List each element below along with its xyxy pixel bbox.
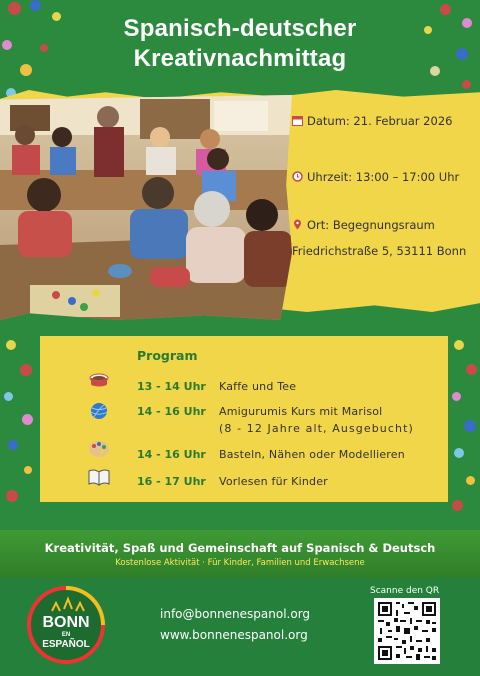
program-time: 14 - 16 Uhr [137,405,206,418]
contact-website[interactable]: www.bonnenespanol.org [160,628,308,642]
event-photo [0,95,292,320]
program-item [0,376,480,396]
qr-code[interactable] [374,598,440,664]
page-title [0,14,480,74]
bonn-en-espanol-logo [26,585,106,665]
program-time: 14 - 16 Uhr [137,448,206,461]
event-address: Friedrichstraße 5, 53111 Bonn [292,244,467,258]
logo-bonn-text: BONN [42,614,90,631]
event-date-text: Datum: 21. Februar 2026 [307,114,453,128]
program-item [0,472,480,492]
yarn-ball-icon [88,402,110,420]
clock-icon [292,171,303,182]
logo-en-text: EN [61,632,71,638]
coffee-cup-icon [88,370,110,388]
title-line-2: Kreativnachmittag [133,45,347,72]
program-activity: Basteln, Nähen oder Modellieren [219,448,405,461]
program-activity: Vorlesen für Kinder [219,475,328,488]
event-time-text: Uhrzeit: 13:00 – 17:00 Uhr [307,170,460,184]
event-location [292,218,435,232]
program-heading: Program [137,348,198,363]
location-pin-icon [292,219,303,230]
calendar-icon [292,115,303,126]
event-location-text: Ort: Begegnungsraum [307,218,435,232]
open-book-icon [88,468,110,486]
program-activity: Amigurumis Kurs mit Marisol [219,405,383,418]
program-item [0,446,480,466]
contact-email[interactable]: info@bonnenespanol.org [160,607,311,621]
program-note: (8 - 12 Jahre alt, Ausgebucht) [219,422,414,435]
event-time [292,170,459,184]
program-time: 13 - 14 Uhr [137,380,206,393]
program-activity: Kaffe und Tee [219,380,297,393]
event-date [292,114,452,128]
qr-label: Scanne den QR [370,586,440,596]
program-item [0,402,480,435]
title-line-1: Spanisch-deutscher [123,15,357,42]
slogan: Kreativität, Spaß und Gemeinschaft auf Spanisch & Deutsch [44,541,436,555]
subslogan: Kostenlose Aktivität · Für Kinder, Familien und Erwachsene [115,558,365,568]
program-time: 16 - 17 Uhr [137,475,206,488]
paint-palette-icon [88,440,110,458]
logo-espanol-text: ESPAÑOL [42,639,90,650]
